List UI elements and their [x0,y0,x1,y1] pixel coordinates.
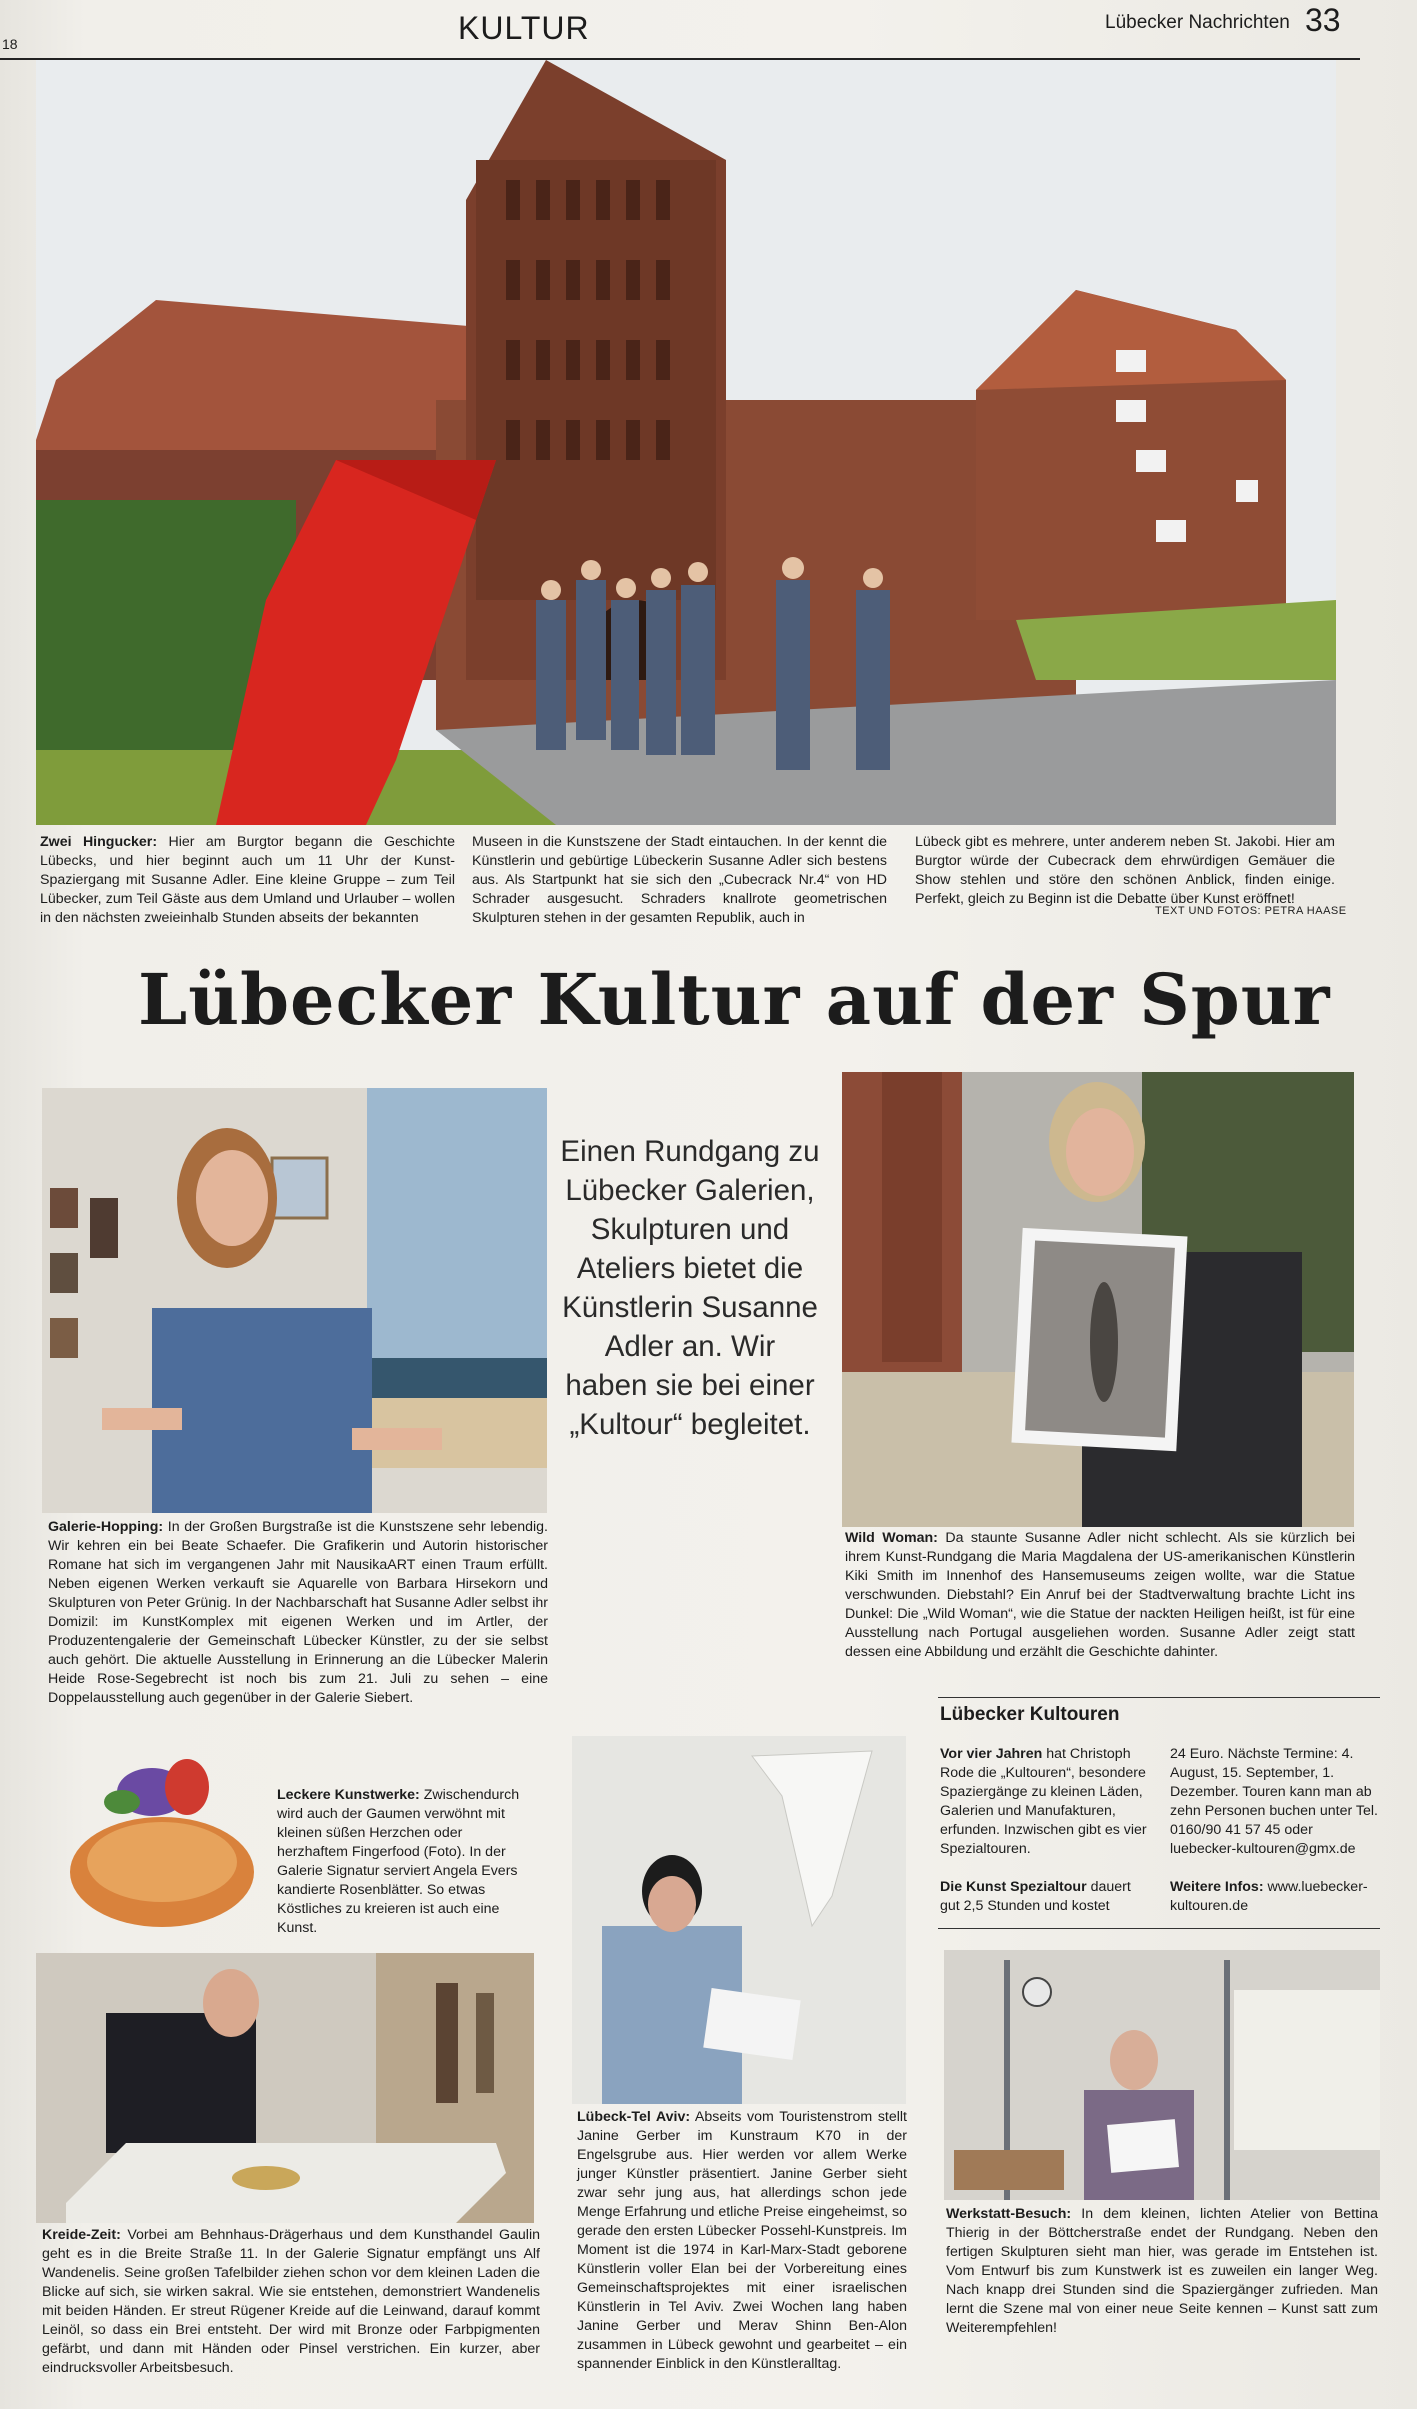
infobox-title: Lübecker Kultouren [940,1704,1120,1725]
article-intro: Einen Rundgang zu Lübecker Galerien, Skulpturen und Ateliers bietet die Künstlerin Susanne Adler an. Wir haben sie bei einer „Kultour“ begleitet. [560,1135,820,1441]
photo-credit: TEXT UND FOTOS: PETRA HAASE [1155,905,1347,917]
newspaper-name: Lübecker Nachrichten [1105,12,1290,33]
kreide-caption [42,2226,540,2378]
galerie-caption-lead: Galerie-Hopping: [48,1519,164,1535]
infobox-p1: hat Christoph Rode die „Kultouren“, besondere Spaziergänge zu kleinen Läden, Galerien und Manufakturen, erfunden. Inzwischen gibt es vier Spezialtouren. [940,1746,1147,1857]
wild-woman-caption-lead: Wild Woman: [845,1530,938,1546]
galerie-caption [48,1518,548,1708]
fingerfood-photo [62,1742,262,1932]
infobox-col2 [1170,1745,1378,1916]
infobox-p4-lead: Weitere Infos: [1170,1879,1264,1895]
infobox-p4: www.luebecker-kultouren.de [1170,1879,1368,1914]
hero-caption-col3: Lübeck gibt es mehrere, unter anderem neben St. Jakobi. Hier am Burgtor würde der Cubecrack dem ehrwürdigen Gemäuer die Show stehlen und störe den schönen Anblick, finden einige. Perfekt, gleich zu Beginn ist die Debatte über Kunst eröffnet! [915,834,1335,907]
lecker-caption [277,1786,532,1938]
infobox-col1 [940,1745,1148,1916]
lecker-caption-text: Zwischendurch wird auch der Gaumen verwöhnt mit kleinen süßen Herzchen oder herzhaftem Fingerfood (Foto). In der Galerie Signatur serviert Angela Evers kandierte Rosenblätter. So etwas Köstliches zu kreieren ist auch eine Kunst. [277,1787,520,1936]
tel-aviv-caption-lead: Lübeck-Tel Aviv: [577,2109,691,2125]
hero-caption-lead: Zwei Hingucker: [40,834,158,850]
burgtor-photo [36,60,1336,825]
page-number: 33 [1305,2,1341,38]
article-headline: Lübecker Kultur auf der Spur [138,958,1331,1041]
galerie-photo [42,1088,547,1513]
lecker-caption-lead: Leckere Kunstwerke: [277,1787,420,1803]
infobox-p2-lead: Die Kunst Spezialtour [940,1879,1087,1895]
tel-aviv-caption [577,2108,907,2374]
hero-caption-col2: Museen in die Kunstszene der Stadt eintauchen. In der kennt die Künstlerin und gebürtige Lübeckerin Susanne Adler sich bestens aus. Als Startpunkt hat sie sich den „Cubecrack Nr.4“ von HD Schrader ausgesucht. Schraders knallrote geometrischen Skulpturen stehen in der gesamten Republik, auch in [472,834,887,926]
infobox-bottom-rule [938,1928,1380,1929]
werkstatt-photo [944,1950,1380,2200]
tel-aviv-caption-text: Abseits vom Touristenstrom stellt Janine Gerber im Kunstraum K70 in der Engelsgrube aus. Hier werden vor allem Werke junger Künstler präsentiert. Janine Gerber sieht zwar sehr jung aus, hat allerdings schon jede Menge Erfahrung und etliche Preise eingeheimst, so gerade den ersten Lübecker Possehl-Kunstpreis. Im Moment ist die 1974 in Karl-Marx-Stadt geborene Künstlerin voller Elan bei der Vorbereitung eines Gemeinschaftsprojektes mit einer israelischen Künstlerin in Tel Aviv. Zwei Wochen lang haben Janine Gerber und Merav Shinn Ben-Alon zusammen in Lübeck gewohnt und gearbeitet – ein spannender Einblick in den Künstleralltag. [577,2109,908,2372]
infobox-p3: 24 Euro. Nächste Termine: 4. August, 15. September, 1. Dezember. Touren kann man ab zehn Personen buchen unter Tel. 0160/90 41 57 45 oder luebecker-kultouren@gmx.de [1170,1746,1378,1857]
section-title: KULTUR [458,10,590,46]
infobox-top-rule [938,1697,1380,1698]
werkstatt-caption [946,2205,1378,2338]
wild-woman-photo [842,1072,1354,1527]
page-number-left: 18 [2,36,18,52]
kreide-caption-lead: Kreide-Zeit: [42,2227,121,2243]
galerie-caption-text: In der Großen Burgstraße ist die Kunstszene sehr lebendig. Wir kehren ein bei Beate Schaefer. Die Grafikerin und Autorin historischer Romane hat sich im vergangenen Jahr mit NausikaART einen Traum erfüllt. Neben eigenen Werken verkauft sie Aquarelle von Barbara Hirsekorn und Skulpturen von Peter Grünig. In der Nachbarschaft hat Susanne Adler selbst ihr Domizil: im KunstKomplex mit eigenen Werken und im Artler, der Produzentengalerie der Gemeinschaft Lübecker Künstler, zu der sie selbst auch gehört. Die aktuelle Ausstellung in Erinnerung an die Lübecker Malerin Heide Rose-Segebrecht ist noch bis zum 21. Juli zu sehen – eine Doppelausstellung auch gegenüber in der Galerie Siebert. [48,1519,548,1706]
infobox-p2: dauert gut 2,5 Stunden und kostet [940,1879,1131,1914]
kreide-zeit-photo [36,1953,534,2223]
kreide-caption-text: Vorbei am Behnhaus-Drägerhaus und dem Kunsthandel Gaulin geht es in die Breite Straße 11. In der Galerie Signatur empfängt uns Alf Wandenelis. Seine großen Tafelbilder ziehen schon vor dem kleinen Laden die Blicke auf sich, sie wirken sakral. Wie sie entstehen, demonstriert Wandenelis mit beiden Händen. Er streut Rügener Kreide auf die Leinwand, darauf kommt Leinöl, so dass ein Brei entsteht. Der wird mit Bronze oder Farbpigmenten gefärbt, und dann mit Händen oder Pinsel verstrichen. Ein kurzer, aber eindrucksvoller Arbeitsbesuch. [42,2227,540,2376]
wild-woman-caption [845,1529,1355,1662]
hero-caption-col1 [40,833,455,928]
werkstatt-caption-text: In dem kleinen, lichten Atelier von Bettina Thierig in der Böttcherstraße endet der Rundgang. Neben den fertigen Skulpturen sieht man hier, was gerade im Entstehen ist. Vom Entwurf bis zum Kunstwerk ist es zuweilen ein langer Weg. Nach knapp drei Stunden sind die Spaziergänger zufrieden. Man lernt die Szene mal von einer neue Seite kennen – Kunst satt zum Weiterempfehlen! [946,2206,1378,2336]
werkstatt-caption-lead: Werkstatt-Besuch: [946,2206,1072,2222]
hero-caption-text-1: Hier am Burgtor begann die Geschichte Lübecks, und hier beginnt auch um 11 Uhr der Kunst-Spaziergang mit Susanne Adler. Eine kleine Gruppe – zum Teil Lübecker, zum Teil Gäste aus dem Umland und Urlauber – wollen in den nächsten zweieinhalb Stunden abseits der bekannten [40,834,455,926]
infobox-p1-lead: Vor vier Jahren [940,1746,1043,1762]
tel-aviv-photo [572,1736,906,2104]
wild-woman-caption-text: Da staunte Susanne Adler nicht schlecht. Als sie kürzlich bei ihrem Kunst-Rundgang die Maria Magdalena der US-amerikanischen Künstlerin Kiki Smith im Innenhof des Hansemuseums zeigen wollte, war die Statue verschwunden. Diebstahl? Ein Anruf bei der Stadtverwaltung brachte Licht ins Dunkel: Die „Wild Woman“, wie die Statue der nackten Heiligen heißt, ist für eine Ausstellung nach Portugal ausgeliehen worden. Susanne Adler zeigt statt dessen eine Abbildung und erzählt die Geschichte dahinter. [845,1530,1355,1660]
